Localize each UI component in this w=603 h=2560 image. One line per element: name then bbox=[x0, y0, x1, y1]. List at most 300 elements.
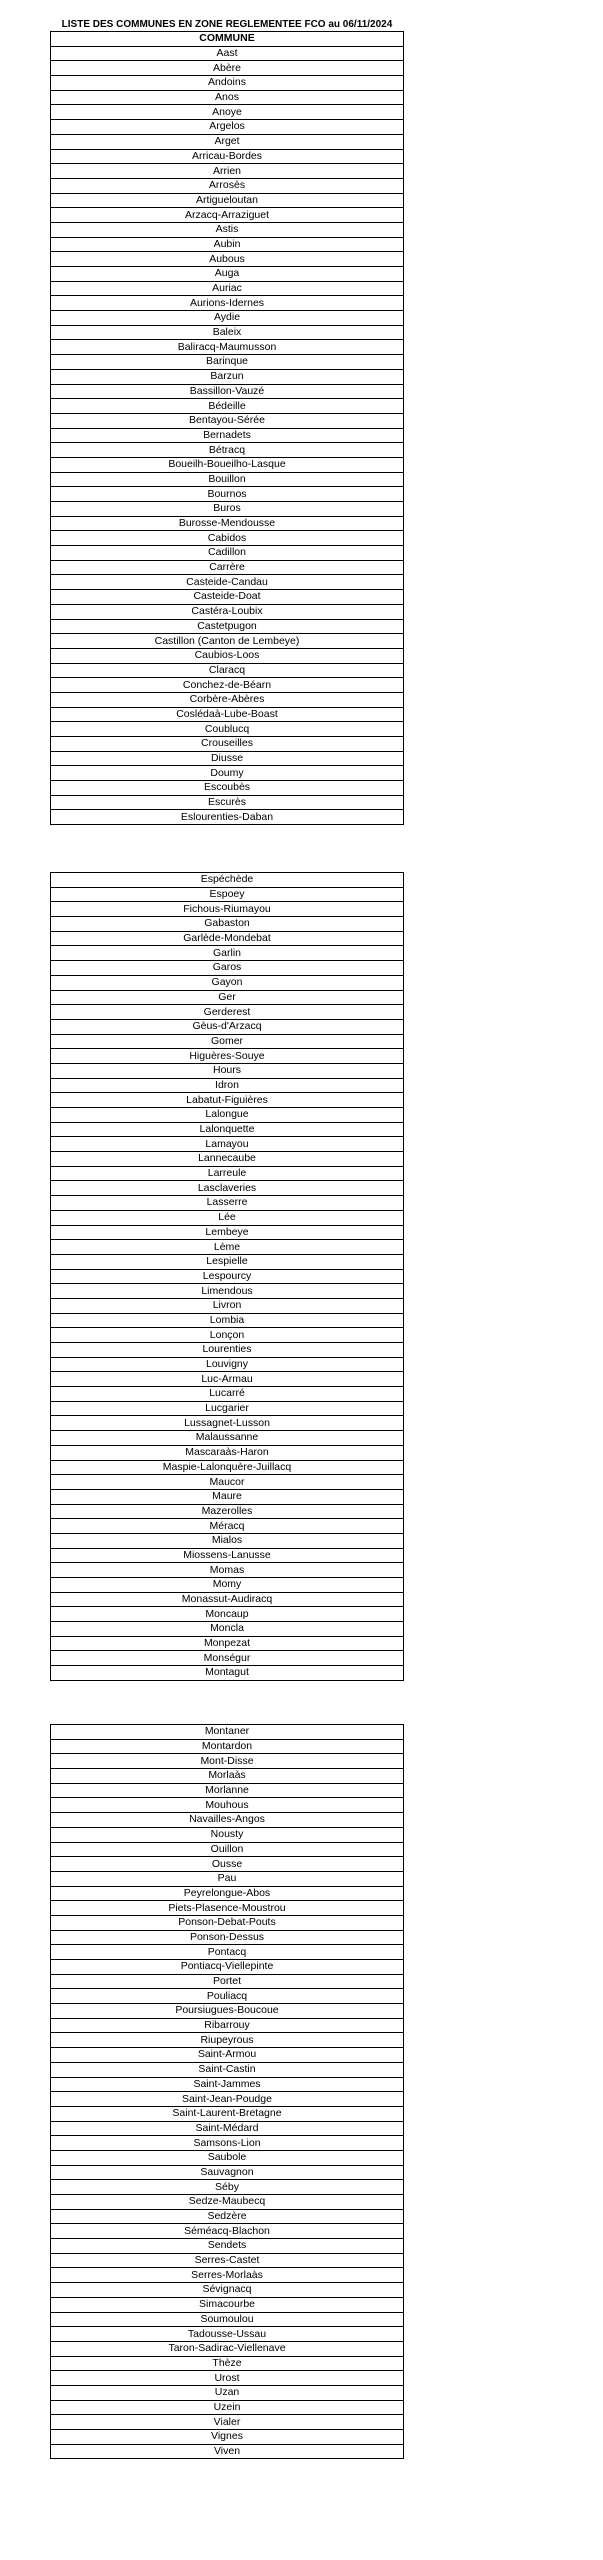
table-row bbox=[51, 487, 404, 502]
commune-cell: Navailles-Angos bbox=[51, 1813, 404, 1828]
commune-cell: Lespielle bbox=[51, 1254, 404, 1269]
commune-cell: Bernadets bbox=[51, 428, 404, 443]
table-row bbox=[51, 1460, 404, 1475]
commune-cell: Saubole bbox=[51, 2150, 404, 2165]
table-row bbox=[51, 281, 404, 296]
commune-cell: Caubios-Loos bbox=[51, 648, 404, 663]
commune-cell: Anos bbox=[51, 90, 404, 105]
commune-cell: Séméacq-Blachon bbox=[51, 2224, 404, 2239]
commune-cell: Gayon bbox=[51, 975, 404, 990]
table-row bbox=[51, 692, 404, 707]
table-row bbox=[51, 1725, 404, 1740]
commune-cell: Vignes bbox=[51, 2430, 404, 2445]
commune-cell: Saint-Laurent-Bretagne bbox=[51, 2106, 404, 2121]
commune-cell: Pontacq bbox=[51, 1945, 404, 1960]
table-header-row bbox=[51, 32, 404, 47]
table-row bbox=[51, 355, 404, 370]
table-row bbox=[51, 1842, 404, 1857]
commune-cell: Samsons-Lion bbox=[51, 2136, 404, 2151]
commune-cell: Serres-Morlaàs bbox=[51, 2268, 404, 2283]
commune-cell: Conchez-de-Béarn bbox=[51, 678, 404, 693]
commune-cell: Gabaston bbox=[51, 917, 404, 932]
table-row bbox=[51, 1871, 404, 1886]
table-row bbox=[51, 590, 404, 605]
commune-cell: Viven bbox=[51, 2444, 404, 2459]
commune-cell: Arrosès bbox=[51, 178, 404, 193]
table-row bbox=[51, 164, 404, 179]
table-row bbox=[51, 2092, 404, 2107]
commune-cell: Casteide-Candau bbox=[51, 575, 404, 590]
table-row bbox=[51, 1343, 404, 1358]
table-row bbox=[51, 2195, 404, 2210]
table-row bbox=[51, 90, 404, 105]
table-row bbox=[51, 2341, 404, 2356]
commune-cell: Coslédaà-Lube-Boast bbox=[51, 707, 404, 722]
table-row bbox=[51, 1930, 404, 1945]
table-row bbox=[51, 887, 404, 902]
commune-cell: Coublucq bbox=[51, 722, 404, 737]
commune-cell: Serres-Castet bbox=[51, 2253, 404, 2268]
commune-cell: Garos bbox=[51, 961, 404, 976]
table-row bbox=[51, 2283, 404, 2298]
commune-table-page-1 bbox=[50, 31, 404, 825]
table-row bbox=[51, 399, 404, 414]
table-row bbox=[51, 1078, 404, 1093]
table-row bbox=[51, 61, 404, 76]
commune-cell: Aubous bbox=[51, 252, 404, 267]
table-row bbox=[51, 2048, 404, 2063]
table-row bbox=[51, 1005, 404, 1020]
commune-cell: Bassillon-Vauzé bbox=[51, 384, 404, 399]
commune-cell: Bentayou-Sérée bbox=[51, 413, 404, 428]
commune-cell: Garlin bbox=[51, 946, 404, 961]
commune-cell: Lombia bbox=[51, 1313, 404, 1328]
table-row bbox=[51, 2268, 404, 2283]
commune-cell: Hours bbox=[51, 1063, 404, 1078]
commune-cell: Aast bbox=[51, 46, 404, 61]
table-row bbox=[51, 1960, 404, 1975]
commune-cell: Larreule bbox=[51, 1166, 404, 1181]
commune-cell: Diusse bbox=[51, 751, 404, 766]
commune-cell: Castéra-Loubix bbox=[51, 604, 404, 619]
commune-cell: Baliracq-Maumusson bbox=[51, 340, 404, 355]
table-row bbox=[51, 1210, 404, 1225]
commune-cell: Lespourcy bbox=[51, 1269, 404, 1284]
table-row bbox=[51, 311, 404, 326]
table-row bbox=[51, 46, 404, 61]
table-row bbox=[51, 1254, 404, 1269]
table-row bbox=[51, 2385, 404, 2400]
table-row bbox=[51, 678, 404, 693]
commune-cell: Méracq bbox=[51, 1519, 404, 1534]
commune-cell: Soumoulou bbox=[51, 2312, 404, 2327]
commune-cell: Corbère-Abères bbox=[51, 692, 404, 707]
commune-cell: Fichous-Riumayou bbox=[51, 902, 404, 917]
table-row bbox=[51, 120, 404, 135]
table-row bbox=[51, 325, 404, 340]
commune-cell: Barinque bbox=[51, 355, 404, 370]
commune-cell: Moncla bbox=[51, 1622, 404, 1637]
table-row bbox=[51, 1533, 404, 1548]
commune-cell: Gèus-d'Arzacq bbox=[51, 1019, 404, 1034]
commune-cell: Bouillon bbox=[51, 472, 404, 487]
table-row bbox=[51, 134, 404, 149]
table-row bbox=[51, 2239, 404, 2254]
commune-cell: Andoins bbox=[51, 76, 404, 91]
table-row bbox=[51, 795, 404, 810]
commune-cell: Lembeye bbox=[51, 1225, 404, 1240]
commune-cell: Montaner bbox=[51, 1725, 404, 1740]
table-row bbox=[51, 1387, 404, 1402]
table-row bbox=[51, 902, 404, 917]
commune-cell: Artigueloutan bbox=[51, 193, 404, 208]
commune-cell: Auga bbox=[51, 267, 404, 282]
commune-cell: Ponson-Dessus bbox=[51, 1930, 404, 1945]
table-row bbox=[51, 178, 404, 193]
commune-cell: Thèze bbox=[51, 2356, 404, 2371]
table-row bbox=[51, 2180, 404, 2195]
commune-cell: Monségur bbox=[51, 1651, 404, 1666]
commune-cell: Portet bbox=[51, 1974, 404, 1989]
table-row bbox=[51, 873, 404, 888]
table-row bbox=[51, 531, 404, 546]
table-row bbox=[51, 961, 404, 976]
commune-cell: Ouillon bbox=[51, 1842, 404, 1857]
commune-cell: Sedzère bbox=[51, 2209, 404, 2224]
table-row bbox=[51, 648, 404, 663]
commune-cell: Montardon bbox=[51, 1739, 404, 1754]
table-row bbox=[51, 252, 404, 267]
table-row bbox=[51, 604, 404, 619]
table-row bbox=[51, 1269, 404, 1284]
commune-cell: Sauvagnon bbox=[51, 2165, 404, 2180]
commune-cell: Miossens-Lanusse bbox=[51, 1548, 404, 1563]
commune-cell: Astis bbox=[51, 222, 404, 237]
table-row bbox=[51, 457, 404, 472]
table-row bbox=[51, 1886, 404, 1901]
table-row bbox=[51, 1915, 404, 1930]
commune-cell: Mialos bbox=[51, 1533, 404, 1548]
commune-cell: Urost bbox=[51, 2371, 404, 2386]
table-row bbox=[51, 1445, 404, 1460]
table-row bbox=[51, 2415, 404, 2430]
commune-cell: Morlaàs bbox=[51, 1769, 404, 1784]
table-row bbox=[51, 2136, 404, 2151]
commune-cell: Aubin bbox=[51, 237, 404, 252]
commune-cell: Nousty bbox=[51, 1827, 404, 1842]
table-row bbox=[51, 1636, 404, 1651]
commune-cell: Luc-Armau bbox=[51, 1372, 404, 1387]
table-row bbox=[51, 1063, 404, 1078]
table-row bbox=[51, 1783, 404, 1798]
commune-cell: Doumy bbox=[51, 766, 404, 781]
table-row bbox=[51, 575, 404, 590]
commune-cell: Cabidos bbox=[51, 531, 404, 546]
commune-cell: Saint-Jammes bbox=[51, 2077, 404, 2092]
table-row bbox=[51, 1313, 404, 1328]
table-row bbox=[51, 619, 404, 634]
table-row bbox=[51, 1827, 404, 1842]
commune-table-page-2 bbox=[50, 872, 404, 1681]
table-row bbox=[51, 1857, 404, 1872]
commune-cell: Lasclaveries bbox=[51, 1181, 404, 1196]
commune-cell: Saint-Médard bbox=[51, 2121, 404, 2136]
commune-cell: Barzun bbox=[51, 369, 404, 384]
table-row bbox=[51, 2106, 404, 2121]
commune-cell: Arget bbox=[51, 134, 404, 149]
commune-cell: Saint-Armou bbox=[51, 2048, 404, 2063]
commune-cell: Lucgarier bbox=[51, 1401, 404, 1416]
table-row bbox=[51, 2062, 404, 2077]
table-row bbox=[51, 1475, 404, 1490]
table-row bbox=[51, 546, 404, 561]
table-row bbox=[51, 663, 404, 678]
table-row bbox=[51, 1769, 404, 1784]
table-row bbox=[51, 428, 404, 443]
commune-cell: Lasserre bbox=[51, 1196, 404, 1211]
table-row bbox=[51, 1401, 404, 1416]
commune-cell: Escurès bbox=[51, 795, 404, 810]
commune-cell: Simacourbe bbox=[51, 2297, 404, 2312]
commune-cell: Garlède-Mondebat bbox=[51, 931, 404, 946]
commune-cell: Espéchède bbox=[51, 873, 404, 888]
commune-cell: Casteide-Doat bbox=[51, 590, 404, 605]
commune-cell: Riupeyrous bbox=[51, 2033, 404, 2048]
table-row bbox=[51, 105, 404, 120]
table-row bbox=[51, 472, 404, 487]
commune-cell: Peyrelongue-Abos bbox=[51, 1886, 404, 1901]
table-row bbox=[51, 1152, 404, 1167]
commune-cell: Arricau-Bordes bbox=[51, 149, 404, 164]
commune-cell: Carrère bbox=[51, 560, 404, 575]
table-row bbox=[51, 2209, 404, 2224]
table-row bbox=[51, 2430, 404, 2445]
commune-cell: Louvigny bbox=[51, 1357, 404, 1372]
table-row bbox=[51, 1181, 404, 1196]
commune-cell: Argelos bbox=[51, 120, 404, 135]
commune-cell: Monpezat bbox=[51, 1636, 404, 1651]
table-row bbox=[51, 149, 404, 164]
table-row bbox=[51, 1122, 404, 1137]
commune-cell: Taron-Sadirac-Viellenave bbox=[51, 2341, 404, 2356]
commune-cell: Lannecaube bbox=[51, 1152, 404, 1167]
table-row bbox=[51, 2077, 404, 2092]
table-row bbox=[51, 737, 404, 752]
commune-cell: Morlanne bbox=[51, 1783, 404, 1798]
table-row bbox=[51, 2371, 404, 2386]
commune-cell: Uzein bbox=[51, 2400, 404, 2415]
commune-cell: Lourenties bbox=[51, 1343, 404, 1358]
commune-cell: Crouseilles bbox=[51, 737, 404, 752]
commune-cell: Castetpugon bbox=[51, 619, 404, 634]
table-row bbox=[51, 1196, 404, 1211]
table-row bbox=[51, 917, 404, 932]
table-row bbox=[51, 707, 404, 722]
table-row bbox=[51, 1416, 404, 1431]
table-row bbox=[51, 1754, 404, 1769]
table-row bbox=[51, 413, 404, 428]
table-row bbox=[51, 722, 404, 737]
table-row bbox=[51, 2033, 404, 2048]
table-row bbox=[51, 810, 404, 825]
commune-cell: Aydie bbox=[51, 311, 404, 326]
commune-cell: Gerderest bbox=[51, 1005, 404, 1020]
table-row bbox=[51, 2018, 404, 2033]
table-row bbox=[51, 1813, 404, 1828]
commune-cell: Maure bbox=[51, 1489, 404, 1504]
commune-cell: Lème bbox=[51, 1240, 404, 1255]
commune-cell: Cadillon bbox=[51, 546, 404, 561]
commune-cell: Ousse bbox=[51, 1857, 404, 1872]
table-row bbox=[51, 2297, 404, 2312]
table-row bbox=[51, 560, 404, 575]
commune-cell: Claracq bbox=[51, 663, 404, 678]
table-row bbox=[51, 1578, 404, 1593]
table-row bbox=[51, 237, 404, 252]
table-row bbox=[51, 1284, 404, 1299]
commune-cell: Labatut-Figuières bbox=[51, 1093, 404, 1108]
table-row bbox=[51, 1240, 404, 1255]
table-row bbox=[51, 1519, 404, 1534]
commune-cell: Auriac bbox=[51, 281, 404, 296]
commune-cell: Bétracq bbox=[51, 443, 404, 458]
commune-cell: Lamayou bbox=[51, 1137, 404, 1152]
table-row bbox=[51, 516, 404, 531]
commune-cell: Mascaraàs-Haron bbox=[51, 1445, 404, 1460]
table-row bbox=[51, 2444, 404, 2459]
table-row bbox=[51, 1592, 404, 1607]
commune-cell: Maucor bbox=[51, 1475, 404, 1490]
commune-cell: Momas bbox=[51, 1563, 404, 1578]
commune-cell: Mont-Disse bbox=[51, 1754, 404, 1769]
commune-cell: Tadousse-Ussau bbox=[51, 2327, 404, 2342]
commune-cell: Pau bbox=[51, 1871, 404, 1886]
commune-cell: Boueilh-Boueilho-Lasque bbox=[51, 457, 404, 472]
table-row bbox=[51, 1622, 404, 1637]
commune-cell: Lucarré bbox=[51, 1387, 404, 1402]
commune-cell: Lussagnet-Lusson bbox=[51, 1416, 404, 1431]
table-row bbox=[51, 781, 404, 796]
commune-cell: Séby bbox=[51, 2180, 404, 2195]
commune-cell: Ribarrouy bbox=[51, 2018, 404, 2033]
table-row bbox=[51, 1989, 404, 2004]
commune-cell: Vialer bbox=[51, 2415, 404, 2430]
column-header-commune: COMMUNE bbox=[51, 32, 404, 47]
table-row bbox=[51, 1019, 404, 1034]
commune-cell: Sévignacq bbox=[51, 2283, 404, 2298]
table-row bbox=[51, 931, 404, 946]
table-row bbox=[51, 1357, 404, 1372]
page-title: LISTE DES COMMUNES EN ZONE REGLEMENTEE FCO au 06/11/2024 bbox=[61, 19, 393, 30]
commune-cell: Bédeille bbox=[51, 399, 404, 414]
table-row bbox=[51, 208, 404, 223]
commune-cell: Arzacq-Arraziguet bbox=[51, 208, 404, 223]
table-row bbox=[51, 1108, 404, 1123]
commune-cell: Escoubès bbox=[51, 781, 404, 796]
commune-cell: Pouliacq bbox=[51, 1989, 404, 2004]
commune-cell: Anoye bbox=[51, 105, 404, 120]
table-row bbox=[51, 1298, 404, 1313]
commune-cell: Lalonquette bbox=[51, 1122, 404, 1137]
table-row bbox=[51, 2312, 404, 2327]
commune-cell: Castillon (Canton de Lembeye) bbox=[51, 634, 404, 649]
table-row bbox=[51, 1166, 404, 1181]
table-row bbox=[51, 1489, 404, 1504]
commune-cell: Gomer bbox=[51, 1034, 404, 1049]
commune-cell: Espoey bbox=[51, 887, 404, 902]
table-row bbox=[51, 1798, 404, 1813]
table-row bbox=[51, 222, 404, 237]
table-row bbox=[51, 766, 404, 781]
table-row bbox=[51, 1607, 404, 1622]
commune-cell: Idron bbox=[51, 1078, 404, 1093]
table-row bbox=[51, 1739, 404, 1754]
table-row bbox=[51, 1034, 404, 1049]
table-row bbox=[51, 340, 404, 355]
table-row bbox=[51, 2400, 404, 2415]
table-row bbox=[51, 1563, 404, 1578]
table-row bbox=[51, 296, 404, 311]
table-row bbox=[51, 2121, 404, 2136]
table-row bbox=[51, 2327, 404, 2342]
table-row bbox=[51, 443, 404, 458]
table-row bbox=[51, 1945, 404, 1960]
commune-table-page-3 bbox=[50, 1724, 404, 2459]
table-row bbox=[51, 384, 404, 399]
commune-cell: Sendets bbox=[51, 2239, 404, 2254]
commune-cell: Mazerolles bbox=[51, 1504, 404, 1519]
commune-cell: Lonçon bbox=[51, 1328, 404, 1343]
table-row bbox=[51, 1225, 404, 1240]
commune-cell: Buros bbox=[51, 502, 404, 517]
table-row bbox=[51, 1666, 404, 1681]
table-row bbox=[51, 1974, 404, 1989]
table-row bbox=[51, 1548, 404, 1563]
table-row bbox=[51, 2004, 404, 2019]
table-row bbox=[51, 76, 404, 91]
table-row bbox=[51, 2356, 404, 2371]
commune-cell: Mouhous bbox=[51, 1798, 404, 1813]
commune-cell: Limendous bbox=[51, 1284, 404, 1299]
table-row bbox=[51, 2253, 404, 2268]
commune-cell: Poursiugues-Boucoue bbox=[51, 2004, 404, 2019]
table-row bbox=[51, 975, 404, 990]
table-row bbox=[51, 1049, 404, 1064]
commune-cell: Aurions-Idernes bbox=[51, 296, 404, 311]
table-row bbox=[51, 369, 404, 384]
commune-cell: Lalongue bbox=[51, 1108, 404, 1123]
commune-cell: Pontiacq-Viellepinte bbox=[51, 1960, 404, 1975]
commune-cell: Sedze-Maubecq bbox=[51, 2195, 404, 2210]
table-row bbox=[51, 1093, 404, 1108]
commune-cell: Moncaup bbox=[51, 1607, 404, 1622]
table-row bbox=[51, 1372, 404, 1387]
table-row bbox=[51, 1504, 404, 1519]
commune-cell: Malaussanne bbox=[51, 1431, 404, 1446]
commune-cell: Bournos bbox=[51, 487, 404, 502]
commune-cell: Abère bbox=[51, 61, 404, 76]
commune-cell: Saint-Castin bbox=[51, 2062, 404, 2077]
table-row bbox=[51, 634, 404, 649]
commune-cell: Monassut-Audiracq bbox=[51, 1592, 404, 1607]
commune-cell: Montagut bbox=[51, 1666, 404, 1681]
table-row bbox=[51, 1137, 404, 1152]
table-row bbox=[51, 946, 404, 961]
commune-cell: Uzan bbox=[51, 2385, 404, 2400]
table-row bbox=[51, 990, 404, 1005]
table-row bbox=[51, 2150, 404, 2165]
table-row bbox=[51, 1651, 404, 1666]
